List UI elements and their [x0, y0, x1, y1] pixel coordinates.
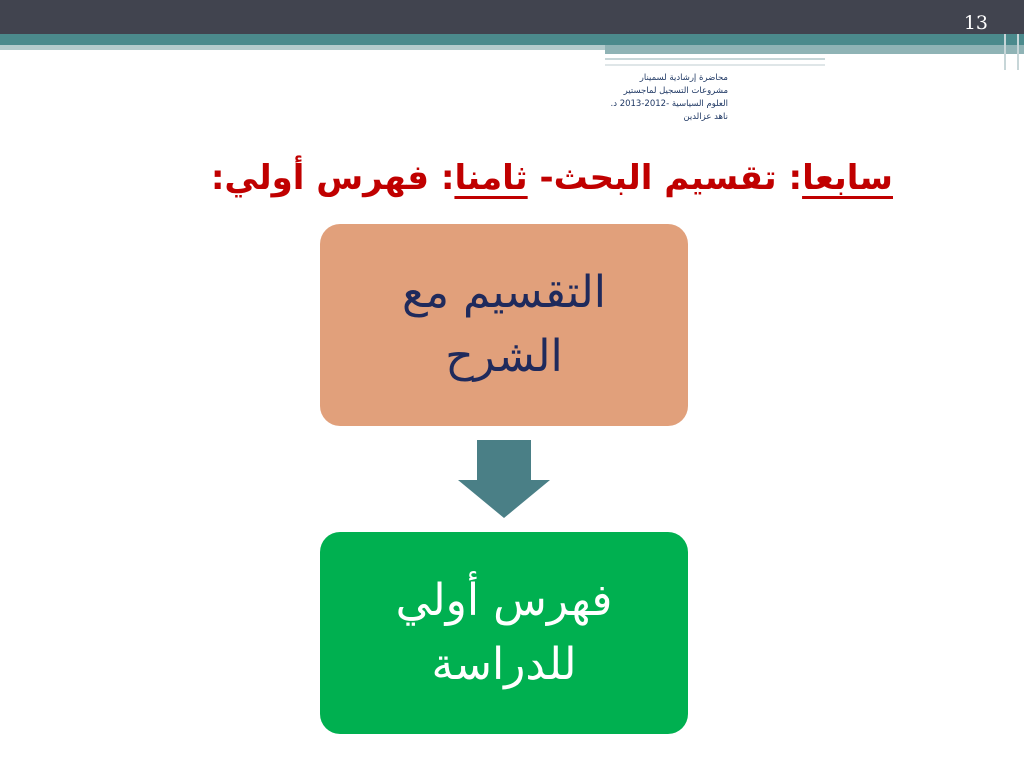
title-segment-research-division: : تقسيم البحث- [527, 158, 803, 198]
header-note-line: مشروعات التسجيل لماجستير [623, 86, 728, 96]
header-note-line: العلوم السياسية -2012-2013 د. [610, 99, 728, 109]
title-segment-seventh: سابعا [802, 158, 893, 198]
title-segment-eighth: ثامنا [454, 158, 528, 198]
diagram-box-line: فهرس أولي [395, 575, 613, 626]
diagram-box-division [320, 224, 688, 426]
diagram-box-line: للدراسة [431, 639, 577, 690]
diagram-box-line: التقسيم مع [402, 267, 606, 318]
header-decoration [0, 0, 1024, 80]
diagram-box-line: الشرح [445, 331, 563, 382]
diagram-box-initial-index [320, 532, 688, 734]
slide-title [211, 150, 893, 206]
arrow-down-icon [456, 438, 552, 520]
title-segment-initial-index: : فهرس أولي: [210, 158, 455, 198]
header-note [611, 72, 729, 124]
slide-number: 13 [963, 12, 988, 34]
header-note-line: ناهد عزالدين [683, 112, 728, 122]
header-note-line: محاضرة إرشادية لسمينار [639, 73, 728, 83]
